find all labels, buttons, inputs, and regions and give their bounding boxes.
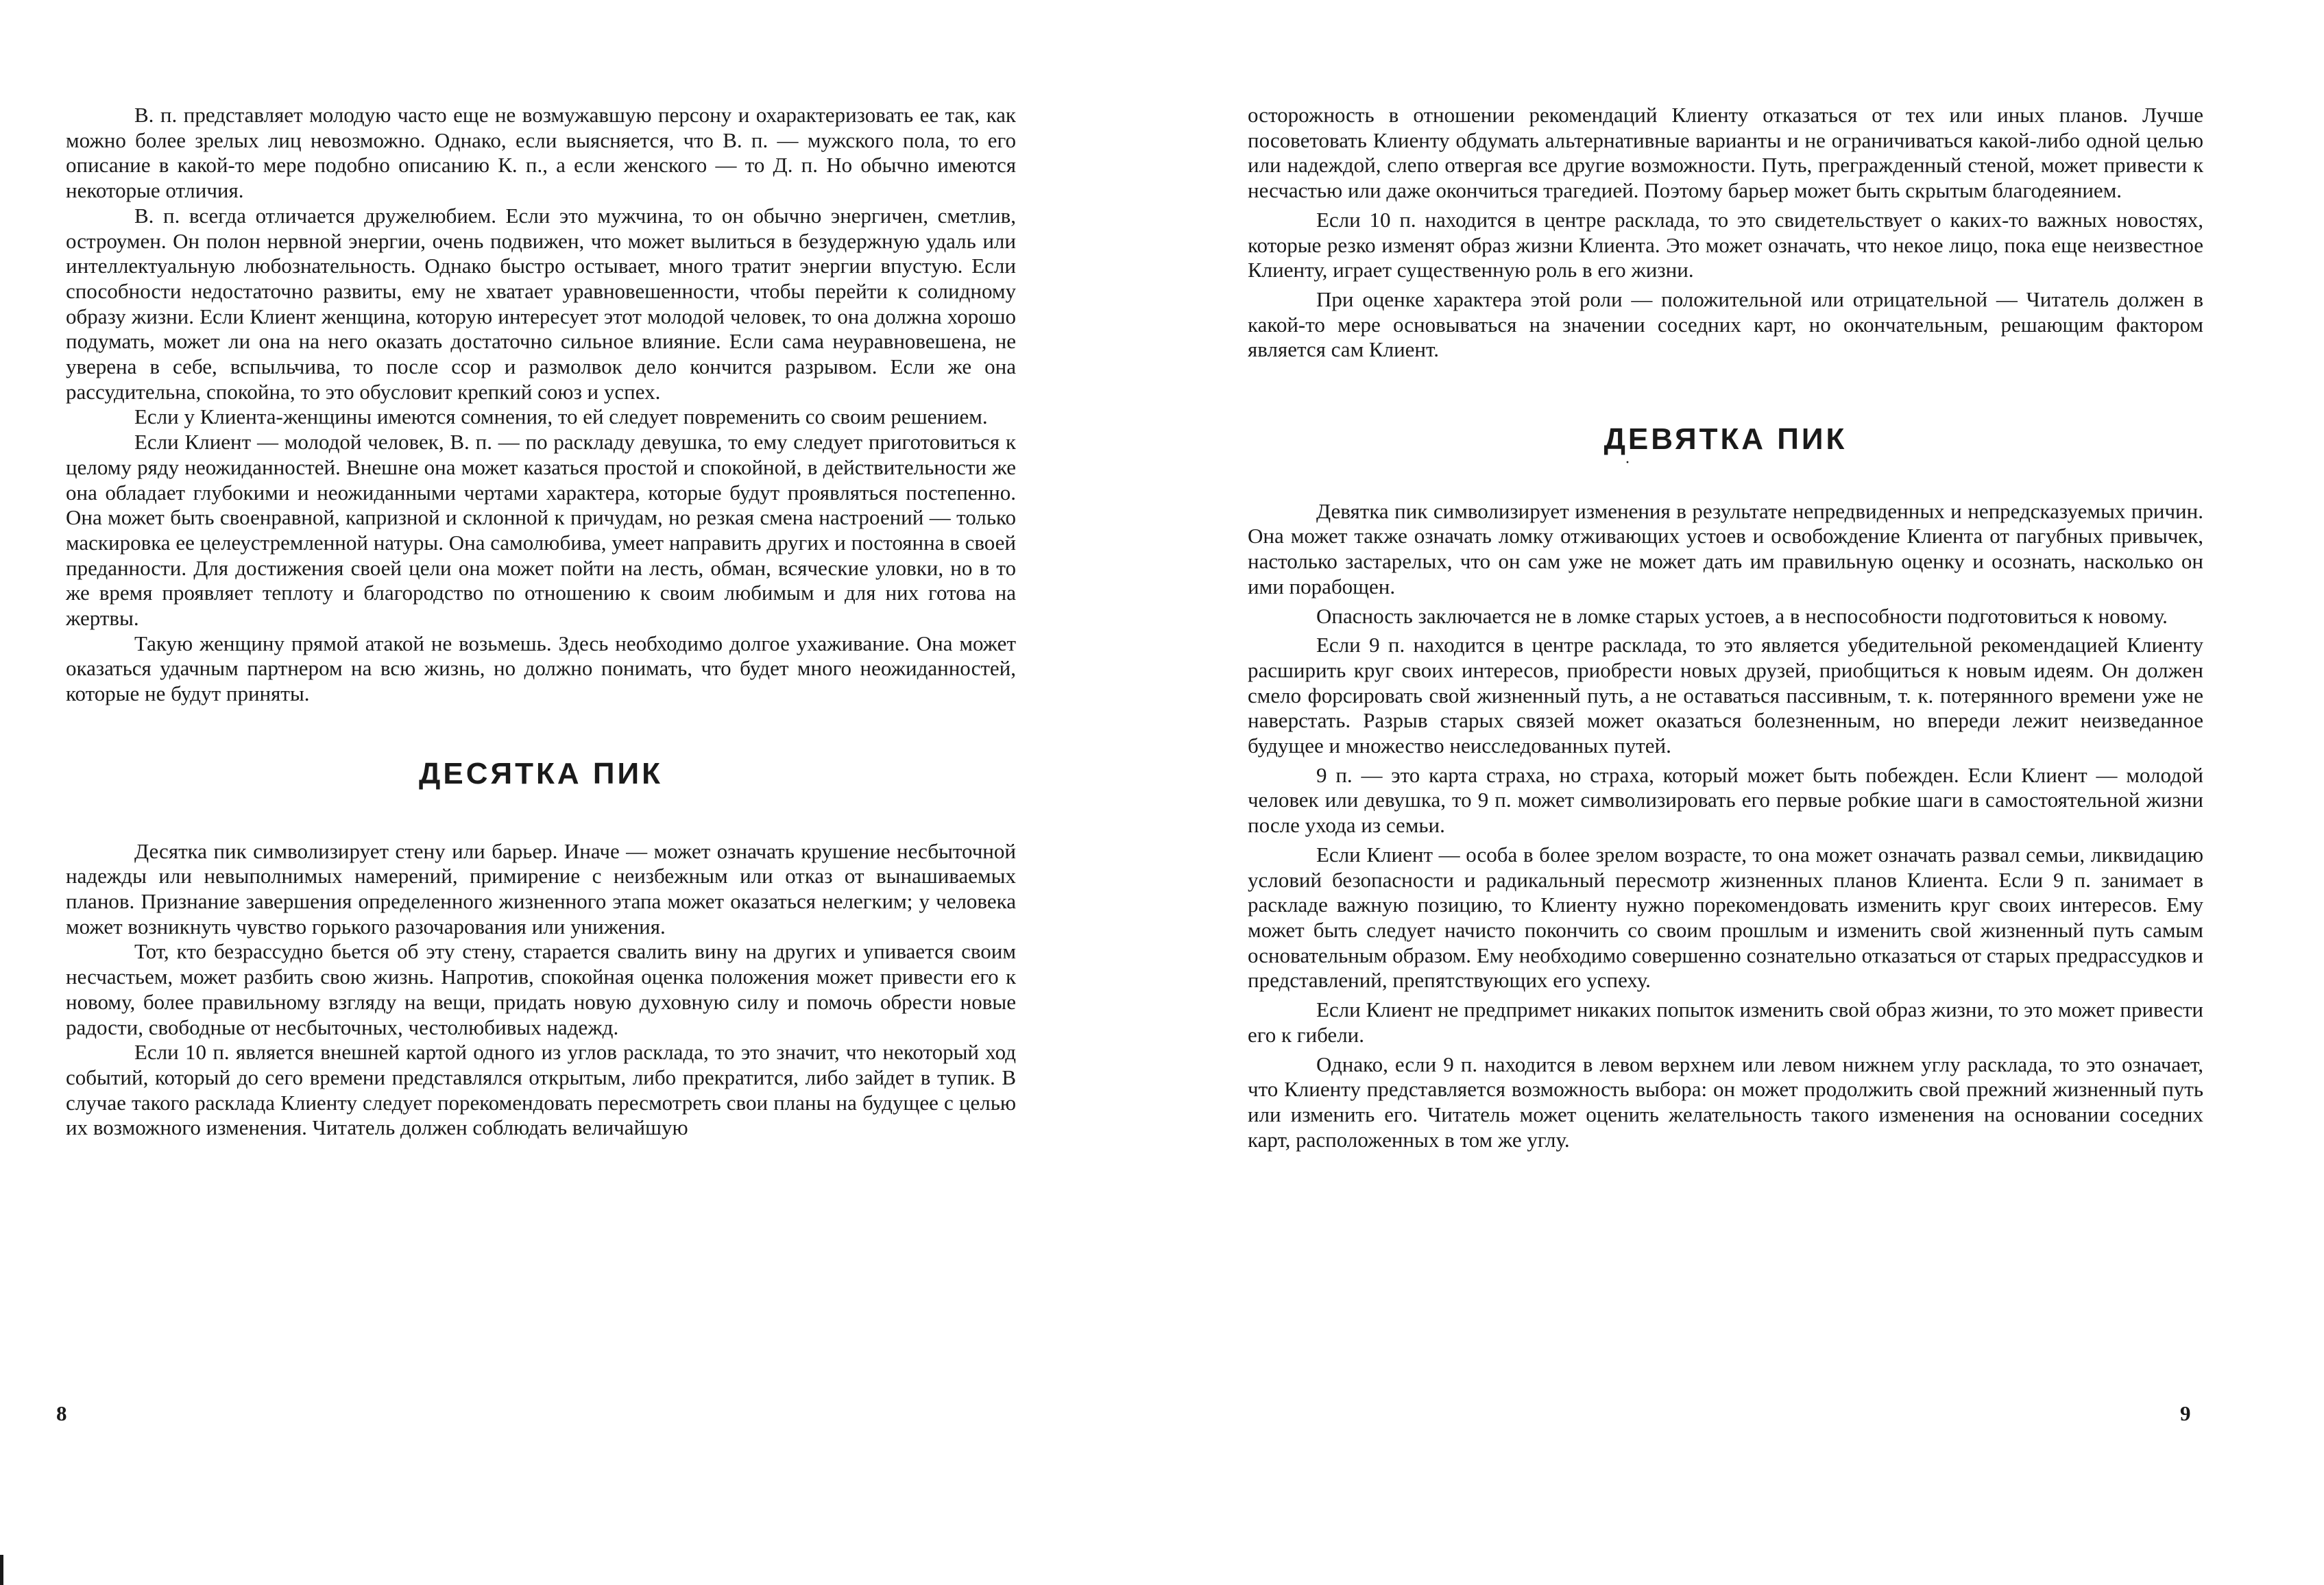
paragraph: 9 п. — это карта страха, но страха, который может быть побежден. Если Клиент — молодой человек или девушка, то 9 п. может символизировать его первые робкие шаги в самостоятельной жизни после ухода из семьи. [1248,762,2203,838]
paragraph: Если у Клиента-женщины имеются сомнения, то ей следует повременить со своим решением. [134,404,988,429]
paragraph: Если 9 п. находится в центре расклада, то это является убедительной рекомендацией Клиенту расширить круг своих интересов, приобрести новых друзей, приобщиться к новым идеям. Он должен смело форсировать свой жизненный путь, а не оставаться пассивным, т. к. потерянного времени уже не наверстать. Разрыв старых связей может оказаться болезненным, но впереди лежит неизведанное будущее и множество неисследованных путей. [1248,633,2203,758]
page-number-left: 8 [56,1401,67,1425]
paragraph: Десятка пик символизирует стену или барьер. Иначе — может означать крушение несбыточной надежды или невыполнимых намерений, примирение с неизбежным или отказ от вынашиваемых планов. Признание завершения определенного жизненного этапа может оказаться нелегким; у человека может возникнуть чувство горького разочарования или унижения. [66,838,1016,939]
paragraph: В. п. представляет молодую часто еще не возмужавшую персону и охарактеризовать ее так, как можно более зрелых лиц невозможно. Однако, если выясняется, что В. п. — мужского пола, то его описание в какой-то мере подобно описанию К. п., а если женского — то Д. п. Но обычно имеются некоторые отличия. [66,103,1016,203]
section-heading-ten-of-spades: ДЕСЯТКА ПИК [419,756,663,790]
paragraph: Девятка пик символизирует изменения в результате непредвиденных и непредсказуемых причин. Она может также означать ломку отживающих устоев и освобождение Клиента от пагубных привычек, настолько застарелых, что он сам уже не может дать им правильную оценку и осознать, насколько он ими порабощен. [1248,498,2203,598]
paragraph: Если 10 п. является внешней картой одного из углов расклада, то это значит, что некоторый ход событий, который до сего времени представлялся открытым, либо прекратится, либо зайдет в тупик. В случае такого расклада Клиенту следует порекомендовать пересмотреть свои планы на будущее с целью их возможного изменения. Читатель должен соблюдать величайшую [66,1040,1016,1140]
paragraph: Однако, если 9 п. находится в левом верхнем или левом нижнем углу расклада, то это означает, что Клиенту представляется возможность выбора: он может продолжить свой прежний жизненный путь или изменить его. Читатель может оценить желательность такого изменения на основании соседних карт, расположенных в том же углу. [1248,1052,2203,1152]
left-intro-text [66,103,1016,707]
paragraph: При оценке характера этой роли — положительной или отрицательной — Читатель должен в какой-то мере основываться на значении соседних карт, но окончательным, решающим фактором является сам Клиент. [1248,287,2203,362]
paragraph: Если 10 п. находится в центре расклада, то это свидетельствует о каких-то важных новостях, которые резко изменят образ жизни Клиента. Это может означать, что некое лицо, пока еще неизвестное Клиенту, играет существенную роль в его жизни. [1248,207,2203,282]
paragraph: Если Клиент не предпримет никаких попыток изменить свой образ жизни, то это может привести его к гибели. [1248,997,2203,1047]
left-page [66,103,1016,1141]
section-heading-nine-of-spades: ДЕВЯТКА ПИК [1603,422,1848,457]
print-speck: · [1625,454,1630,472]
page-number-right: 9 [2180,1401,2191,1425]
paragraph: Опасность заключается не в ломке старых устоев, а в неспособности подготовиться к новому. [1316,603,2168,628]
paragraph: осторожность в отношении рекомендаций Клиенту отказаться от тех или иных планов. Лучше посоветовать Клиенту обдумать альтернативные варианты и не ограничиваться какой-либо одной целью или надеждой, слепо отвергая все другие возможности. Путь, прегражденный стеной, может привести к несчастью или даже окончиться трагедией. Поэтому барьер может быть скрытым благодеянием. [1248,103,2203,203]
left-section-text [66,839,1016,1141]
right-section-text [1248,499,2203,1153]
right-page [1248,103,2203,1157]
paragraph: Такую женщину прямой атакой не возьмешь. Здесь необходимо долгое ухаживание. Она может оказаться удачным партнером на всю жизнь, но должно понимать, что будет много неожиданностей, которые не будут приняты. [66,631,1016,706]
right-intro-text [1248,103,2203,363]
paragraph: В. п. всегда отличается дружелюбием. Если это мужчина, то он обычно энергичен, сметлив, остроумен. Он полон нервной энергии, очень подвижен, что может вылиться в безудержную удаль или интеллектуальную любознательность. Однако быстро остывает, много тратит энергии впустую. Если способности недостаточно развиты, ему не хватает уравновешенности, чтобы перейти к солидному образу жизни. Если Клиент женщина, которую интересует этот молодой человек, то она должна хорошо подумать, может ли она на него оказать достаточно сильное влияние. Если сама неуравновешена, не уверена в себе, вспыльчива, то после ссор и размолвок дело кончится разрывом. Если же она рассудительна, спокойна, то это обусловит крепкий союз и успех. [66,203,1016,404]
scan-edge-mark [0,1555,3,1585]
paragraph: Если Клиент — молодой человек, В. п. — по раскладу девушка, то ему следует приготовиться к целому ряду неожиданностей. Внешне она может казаться простой и спокойной, в действительности же она обладает глубокими и неожиданными чертами характера, которые будут проявляться постепенно. Она может быть своенравной, капризной и склонной к причудам, но резкая смена настроений — только маскировка ее целеустремленной натуры. Она самолюбива, умеет направить других и постоянна в своей преданности. Для достижения своей цели она может пойти на лесть, обман, всяческие уловки, но в то же время проявляет теплоту и благородство по отношению к своим любимым и для них готова на жертвы. [66,430,1016,631]
paragraph: Тот, кто безрассудно бьется об эту стену, старается свалить вину на других и упивается своим несчастьем, может разбить свою жизнь. Напротив, спокойная оценка положения может привести его к новому, более правильному взгляду на вещи, придать новую духовную силу и помочь обрести новые радости, свободные от несбыточных, честолюбивых надежд. [66,939,1016,1039]
paragraph: Если Клиент — особа в более зрелом возрасте, то она может означать развал семьи, ликвидацию условий безопасности и радикальный пересмотр жизненных планов Клиента. Если 9 п. занимает в раскладе важную позицию, то Клиенту нужно порекомендовать изменить круг своих интересов. Ему может быть следует начисто покончить со своим прошлым и изменить свой жизненный путь самым основательным образом. Ему необходимо совершенно сознательно отказаться от старых предрассудков и представлений, препятствующих его успеху. [1248,842,2203,993]
